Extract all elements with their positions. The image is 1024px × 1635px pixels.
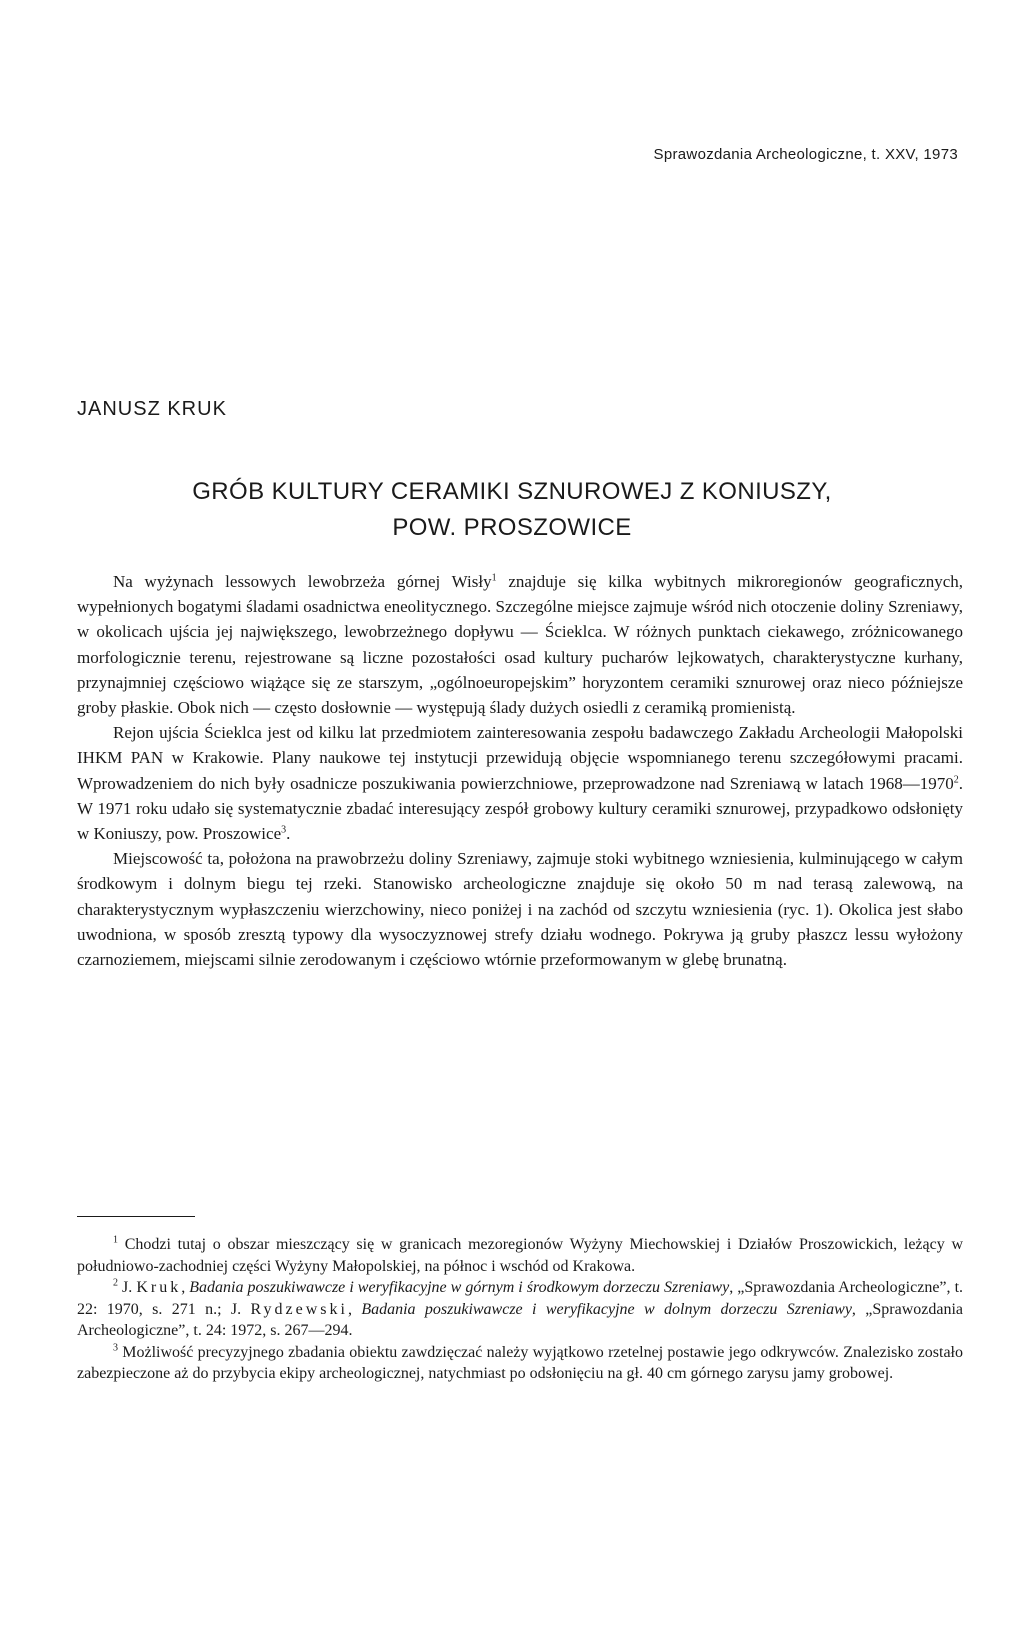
author-name: JANUSZ KRUK bbox=[77, 398, 227, 420]
paragraph-2-text-b: . W 1971 roku udało się systematycznie zbadać interesujący zespół grobowy kultury ceramiki sznurowej, przypadkowo odsłonięty w Koniuszy, pow. Proszowice bbox=[77, 773, 963, 844]
footnote-2-title-1: Badania poszukiwawcze i weryfikacyjne w górnym i środkowym dorzeczu Szreniawy bbox=[189, 1279, 730, 1296]
footnote-2-title-2: Badania poszukiwawcze i weryfikacyjne w dolnym dorzeczu Szreniawy bbox=[361, 1300, 852, 1318]
running-head: Sprawozdania Archeologiczne, t. XXV, 1973 bbox=[653, 146, 958, 163]
footnote-1-mark: 1 bbox=[113, 1234, 118, 1246]
footnote-2-text-b: , bbox=[181, 1279, 190, 1296]
paragraph-1-text-b: znajduje się kilka wybitnych mikroregionów geograficznych, wypełnionych bogatymi śladami osadnictwa eneolitycznego. Szczególne miejsce zajmuje wśród nich otoczenie doliny Szreniawy, w okolicach ujścia jej największego, lewobrzeżnego dopływu — Ścieklca. W różnych punktach ciekawego, zróżnicowanego morfologicznie terenu, rejestrowane są liczne pozostałości osad kultury pucharów lejkowatych, charakterystyczne kurhany, przynajmniej częściowo wiążące się ze starszym, „ogólnoeuropejskim” horyzontem ceramiki sznurowej oraz nieco późniejsze groby płaskie. Obok nich — często dosłownie — występują ślady dużych osiedli z ceramiką promienistą. bbox=[77, 572, 963, 718]
title-line-1: GRÓB KULTURY CERAMIKI SZNUROWEJ Z KONIUSZY, bbox=[192, 478, 832, 505]
body-text bbox=[77, 569, 963, 972]
article-title bbox=[77, 474, 947, 546]
footnote-2-text-a: J. bbox=[118, 1279, 137, 1296]
footnote-2-text-c: , „Sprawozdania Archeologiczne”, t. 22: 1970, s. 271 n.; J. bbox=[77, 1279, 964, 1318]
footnote-2-author-1: Kruk bbox=[136, 1279, 182, 1296]
paragraph-1 bbox=[77, 569, 963, 720]
paragraph-3: Miejscowość ta, położona na prawobrzeżu doliny Szreniawy, zajmuje stoki wybitnego wzniesienia, kulminującego w całym środkowym i dolnym biegu tej rzeki. Stanowisko archeologiczne znajduje się około 50 m nad terasą zalewową, na charakterystycznym wypłaszczeniu wierzchowiny, nieco poniżej i na zachód od szczytu wzniesienia (ryc. 1). Okolica jest słabo uwodniona, w sposób zresztą typowy dla wysoczyznowej strefy działu wodnego. Pokrywa ją gruby płaszcz lessu wyłożony czarnoziemem, miejscami silnie zerodowanym i częściowo wtórnie przeformowanym w glebę brunatną. bbox=[77, 849, 963, 970]
footnote-ref-2: 2 bbox=[953, 773, 959, 785]
footnote-ref-3: 3 bbox=[281, 824, 287, 836]
paragraph-2 bbox=[77, 720, 963, 846]
footnote-2-mark: 2 bbox=[113, 1277, 118, 1289]
paragraph-2-text-c: . bbox=[286, 824, 291, 844]
footnote-2-author-2: Rydzewski bbox=[250, 1300, 348, 1318]
footnote-2 bbox=[77, 1277, 963, 1342]
footnotes bbox=[77, 1234, 963, 1385]
title-line-2: POW. PROSZOWICE bbox=[392, 514, 632, 541]
footnote-1-text: Chodzi tutaj o obszar mieszczący się w granicach mezoregionów Wyżyny Miechowskiej i Działów Proszowickich, leżący w południowo-zachodniej części Wyżyny Małopolskiej, na północ i wschód od Krakowa. bbox=[77, 1236, 963, 1275]
footnote-2-text-d: , bbox=[347, 1300, 362, 1318]
footnote-3-mark: 3 bbox=[113, 1342, 118, 1354]
footnote-2-text-e: , „Sprawozdania Archeologiczne”, t. 24: 1972, s. 267—294. bbox=[77, 1300, 964, 1339]
footnote-3-text: Możliwość precyzyjnego zbadania obiektu zawdzięczać należy wyjątkowo rzetelnej postawie jego odkrywców. Znalezisko zostało zabezpieczone aż do przybycia ekipy archeologicznej, natychmiast po odsłonięciu na gł. 40 cm górnego zarysu jamy grobowej. bbox=[77, 1343, 963, 1382]
footnote-3 bbox=[77, 1342, 963, 1385]
footnote-1 bbox=[77, 1234, 963, 1277]
footnote-ref-1: 1 bbox=[491, 572, 497, 584]
paragraph-1-text-a: Na wyżynach lessowych lewobrzeża górnej Wisły bbox=[113, 572, 492, 591]
footnote-separator bbox=[77, 1216, 195, 1217]
paragraph-2-text-a: Rejon ujścia Ścieklca jest od kilku lat przedmiotem zainteresowania zespołu badawczego Zakładu Archeologii Małopolski IHKM PAN w Krakowie. Plany naukowe tej instytucji przewidują objęcie wspomnianego terenu szczegółowymi pracami. Wprowadzeniem do nich były osadnicze poszukiwania powierzchniowe, przeprowadzone nad Szreniawą w latach 1968—1970 bbox=[77, 723, 963, 793]
